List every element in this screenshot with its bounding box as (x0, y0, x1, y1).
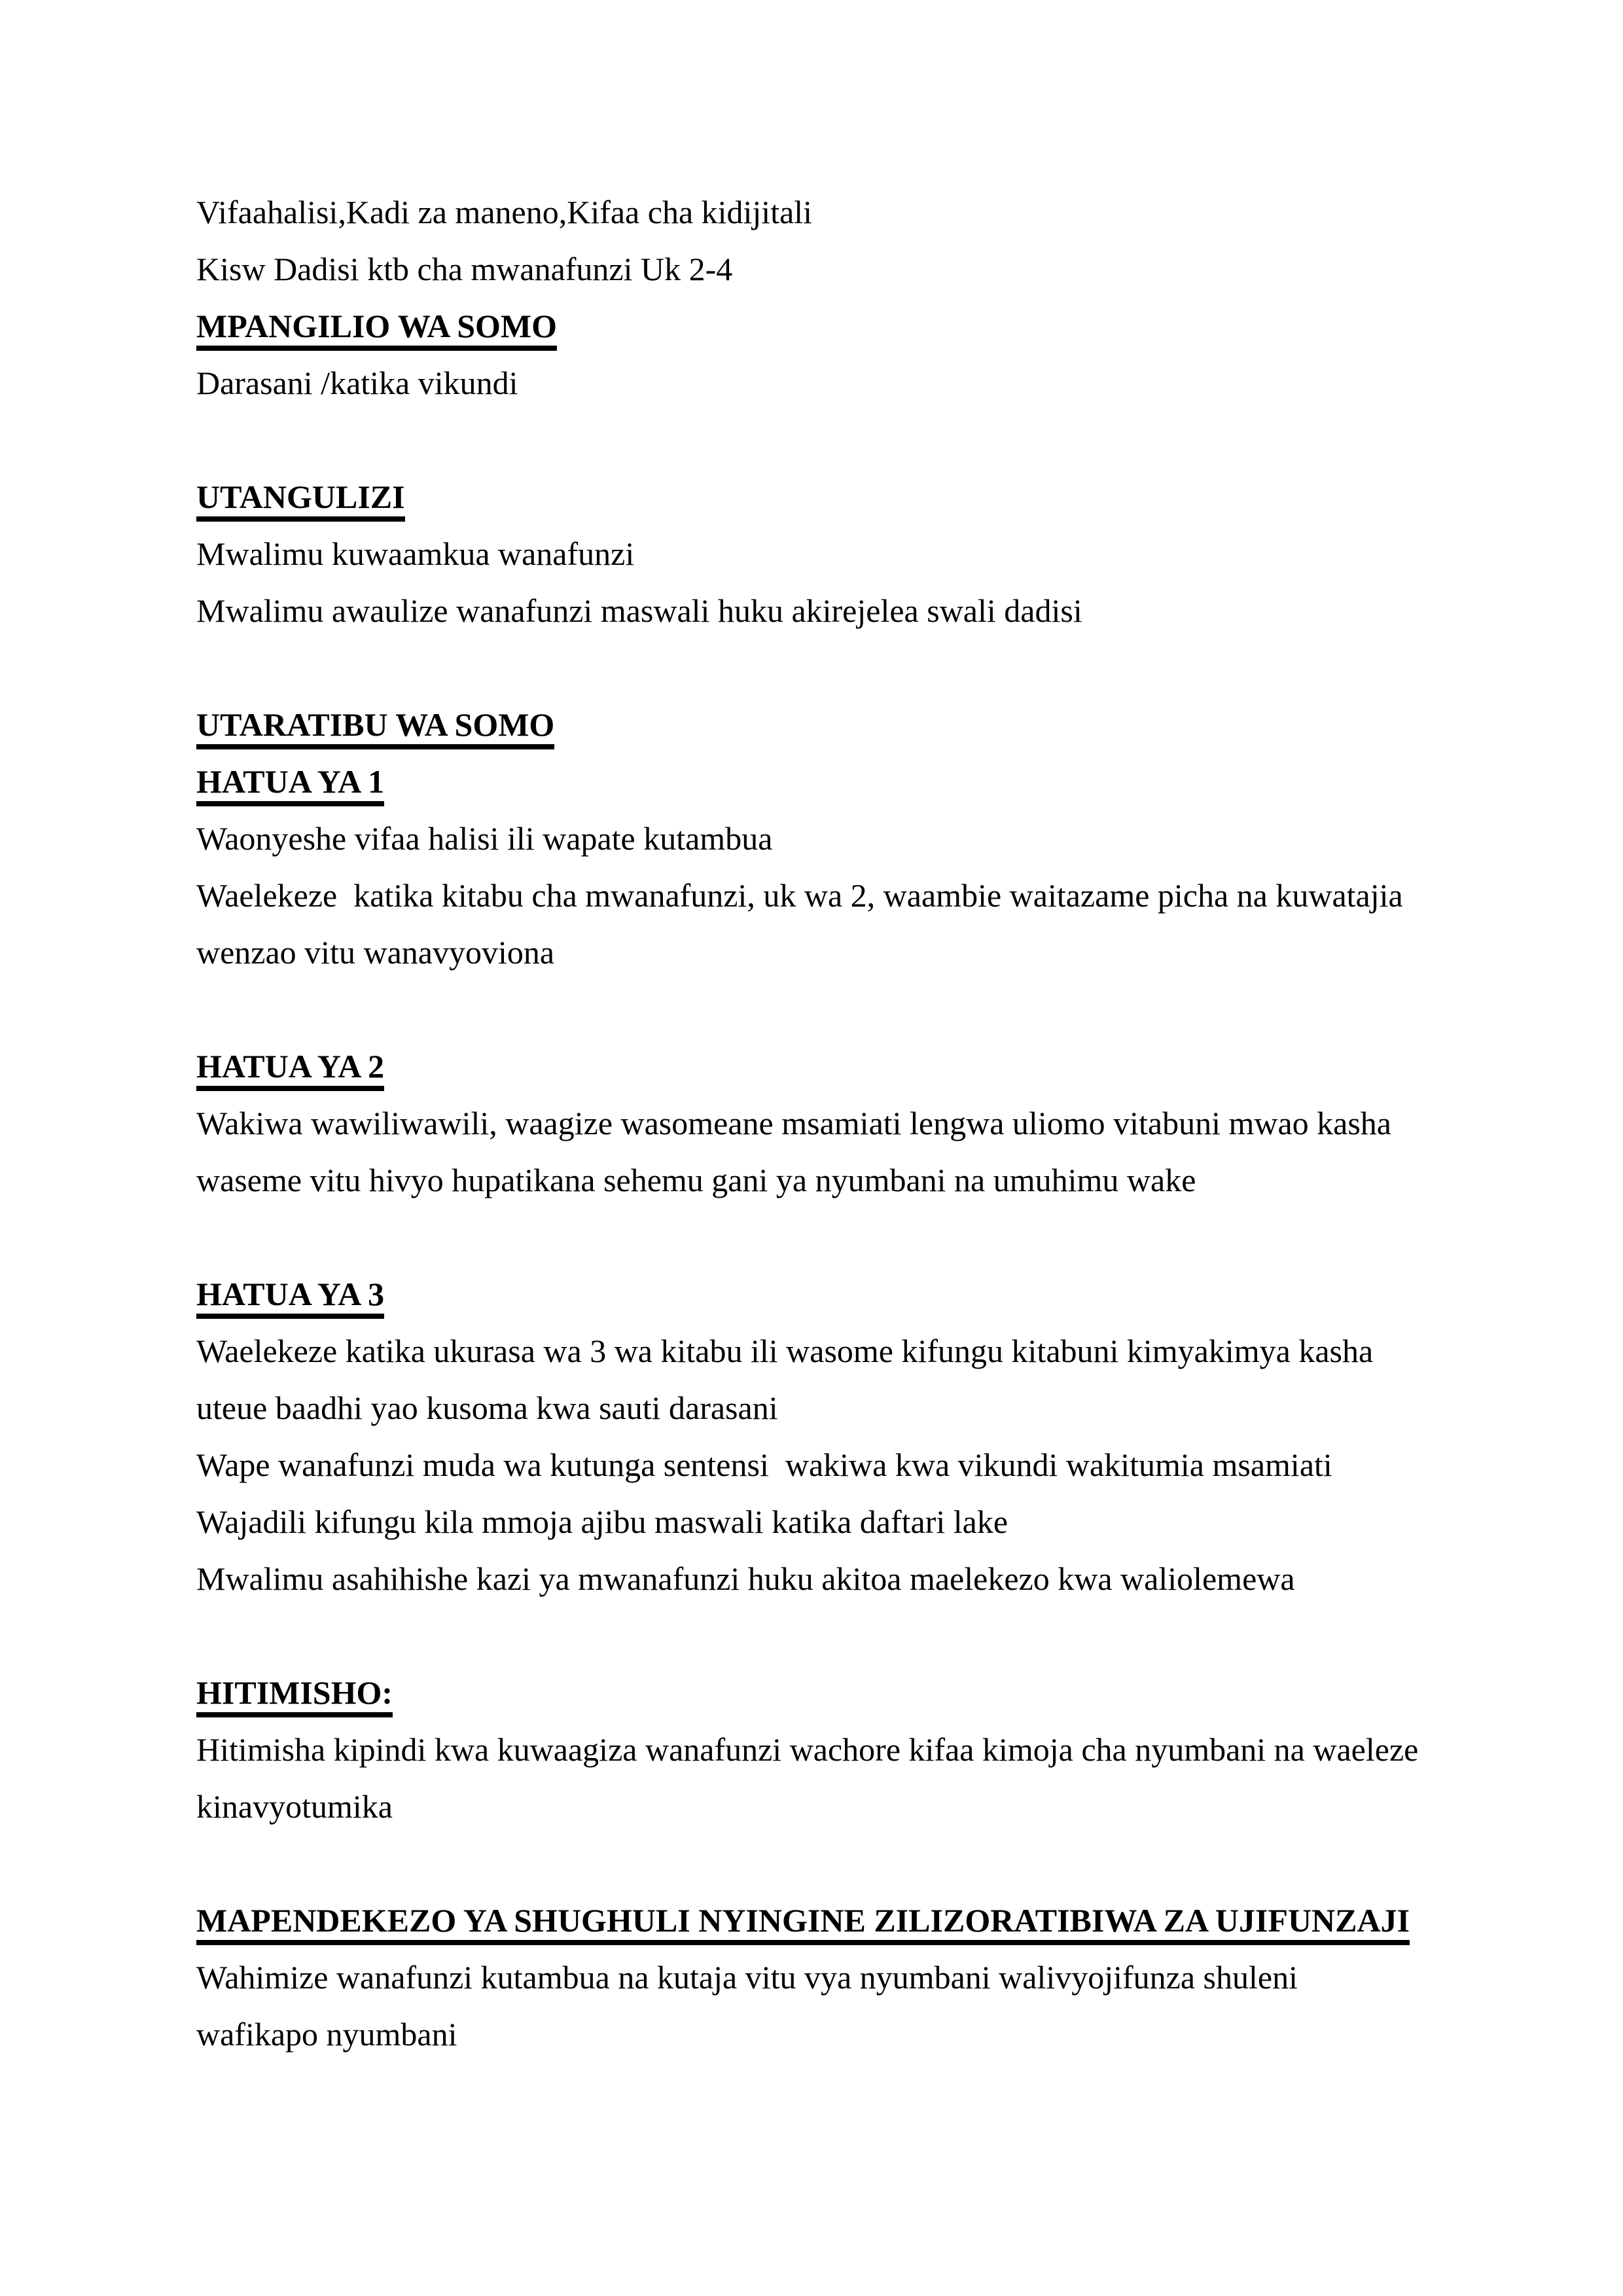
paragraph-line: Mwalimu asahihishe kazi ya mwanafunzi huku akitoa maelekezo kwa waliolemewa (196, 1560, 1295, 1597)
paragraph-line: kinavyotumika (196, 1788, 393, 1825)
paragraph-line: Wajadili kifungu kila mmoja ajibu maswali katika daftari lake (196, 1503, 1008, 1540)
paragraph-line: Waonyeshe vifaa halisi ili wapate kutambua (196, 820, 773, 857)
section-heading (196, 1892, 1427, 1949)
blank-line (196, 981, 1427, 1038)
paragraph-line: wenzao vitu wanavyoviona (196, 934, 555, 971)
blank-line (196, 639, 1427, 696)
paragraph-line: Wape wanafunzi muda wa kutunga sentensi wakiwa kwa vikundi wakitumia msamiati (196, 1446, 1332, 1483)
paragraph-line: Kisw Dadisi ktb cha mwanafunzi Uk 2-4 (196, 251, 733, 287)
section-heading-text: HATUA YA 3 (196, 1276, 384, 1319)
paragraph-line: Mwalimu awaulize wanafunzi maswali huku akirejelea swali dadisi (196, 592, 1082, 629)
paragraph-line: Mwalimu kuwaamkua wanafunzi (196, 535, 635, 572)
section-heading (196, 1664, 1427, 1721)
section-heading (196, 469, 1427, 526)
section-heading-text: UTANGULIZI (196, 478, 405, 522)
section-heading-text: HATUA YA 2 (196, 1048, 384, 1091)
paragraph-line: Hitimisha kipindi kwa kuwaagiza wanafunzi wachore kifaa kimoja cha nyumbani na waeleze (196, 1731, 1419, 1768)
section-heading (196, 1266, 1427, 1323)
blank-line (196, 1607, 1427, 1664)
section-heading-text: UTARATIBU WA SOMO (196, 706, 554, 749)
paragraph-line: Vifaahalisi,Kadi za maneno,Kifaa cha kidijitali (196, 194, 813, 230)
section-heading-text: MAPENDEKEZO YA SHUGHULI NYINGINE ZILIZORATIBIWA ZA UJIFUNZAJI (196, 1902, 1410, 1945)
blank-line (196, 1835, 1427, 1892)
paragraph-line: Wakiwa wawiliwawili, waagize wasomeane msamiati lengwa uliomo vitabuni mwao kasha (196, 1105, 1392, 1141)
paragraph-line: Waelekeze katika ukurasa wa 3 wa kitabu ili wasome kifungu kitabuni kimyakimya kasha (196, 1333, 1374, 1369)
paragraph-line: Waelekeze katika kitabu cha mwanafunzi, uk wa 2, waambie waitazame picha na kuwatajia (196, 877, 1403, 914)
section-heading-text: HATUA YA 1 (196, 763, 384, 806)
paragraph-line: waseme vitu hivyo hupatikana sehemu gani ya nyumbani na umuhimu wake (196, 1162, 1196, 1198)
paragraph-line: Darasani /katika vikundi (196, 365, 518, 401)
section-heading-text: MPANGILIO WA SOMO (196, 308, 557, 351)
paragraph-line: wafikapo nyumbani (196, 2016, 457, 2053)
section-heading (196, 753, 1427, 810)
section-heading (196, 1038, 1427, 1095)
section-heading (196, 298, 1427, 355)
paragraph-line: Wahimize wanafunzi kutambua na kutaja vitu vya nyumbani walivyojifunza shuleni (196, 1959, 1298, 1996)
blank-line (196, 1209, 1427, 1266)
section-heading-text: HITIMISHO: (196, 1674, 393, 1717)
section-heading (196, 696, 1427, 753)
document-content (196, 184, 1427, 2063)
paragraph-line: uteue baadhi yao kusoma kwa sauti darasani (196, 1390, 778, 1426)
blank-line (196, 412, 1427, 469)
